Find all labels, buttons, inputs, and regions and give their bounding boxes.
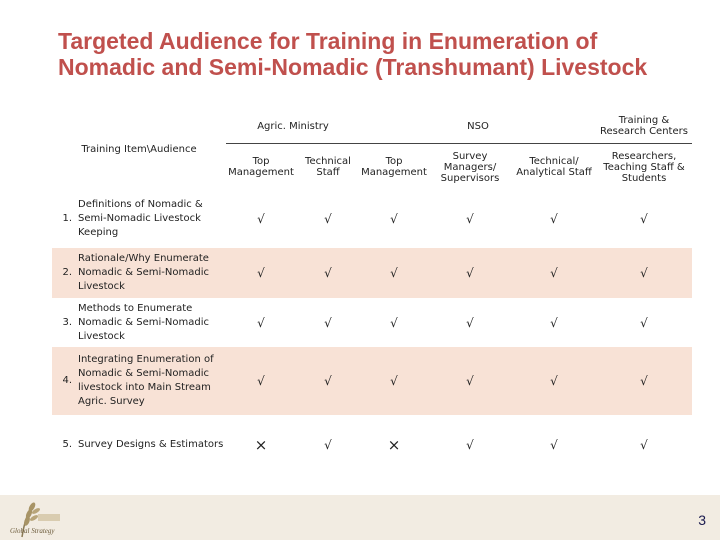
table-row <box>52 347 692 416</box>
row-number: 5. <box>62 438 72 450</box>
table-row <box>52 416 692 474</box>
column-header: Researchers, Teaching Staff & Students <box>596 144 692 191</box>
check-mark: √ <box>296 347 360 416</box>
training-item: Methods to Enumerate Nomadic & Semi-Nomadic Livestock <box>78 302 209 342</box>
check-mark: √ <box>296 248 360 299</box>
check-mark: √ <box>428 299 512 347</box>
check-mark: √ <box>596 191 692 248</box>
check-mark: √ <box>428 347 512 416</box>
check-mark: √ <box>226 347 296 416</box>
check-mark: √ <box>360 248 428 299</box>
group-agric-ministry: Agric. Ministry <box>226 109 360 144</box>
page-number: 3 <box>698 512 706 528</box>
table-row <box>52 248 692 299</box>
column-header: Top Management <box>226 144 296 191</box>
footer-bar <box>0 495 720 540</box>
group-nso: NSO <box>360 109 596 144</box>
column-header: Technical/ Analytical Staff <box>512 144 596 191</box>
group-training-centers: Training & Research Centers <box>596 109 692 144</box>
column-header: Top Management <box>360 144 428 191</box>
row-number: 4. <box>62 375 72 386</box>
check-mark: √ <box>596 299 692 347</box>
check-mark: √ <box>512 416 596 474</box>
check-mark: √ <box>428 191 512 248</box>
check-mark: √ <box>296 416 360 474</box>
check-mark: √ <box>428 248 512 299</box>
row-number: 1. <box>62 213 72 224</box>
training-item: Integrating Enumeration of Nomadic & Semi-Nomadic livestock into Main Stream Agric. Survey <box>78 354 214 407</box>
check-mark: √ <box>512 347 596 416</box>
logo-caption: Global Strategy <box>10 527 55 535</box>
check-mark: √ <box>596 248 692 299</box>
check-mark: √ <box>360 347 428 416</box>
check-mark: √ <box>296 299 360 347</box>
check-mark: √ <box>512 191 596 248</box>
table-row <box>52 299 692 347</box>
column-header: Survey Managers/ Supervisors <box>428 144 512 191</box>
check-mark: √ <box>296 191 360 248</box>
column-header: Technical Staff <box>296 144 360 191</box>
check-mark: √ <box>360 299 428 347</box>
row-number: 2. <box>62 267 72 278</box>
cross-mark: × <box>360 416 428 474</box>
check-mark: √ <box>360 191 428 248</box>
check-mark: √ <box>596 347 692 416</box>
training-item: Survey Designs & Estimators <box>78 438 224 450</box>
corner-header: Training Item\Audience <box>52 109 226 191</box>
check-mark: √ <box>226 191 296 248</box>
check-mark: √ <box>512 248 596 299</box>
audience-table <box>52 109 692 481</box>
training-item: Definitions of Nomadic & Semi-Nomadic Livestock Keeping <box>78 199 203 238</box>
training-item: Rationale/Why Enumerate Nomadic & Semi-Nomadic Livestock <box>78 253 209 292</box>
check-mark: √ <box>596 416 692 474</box>
cross-mark: × <box>226 416 296 474</box>
check-mark: √ <box>226 248 296 299</box>
check-mark: √ <box>226 299 296 347</box>
check-mark: √ <box>428 416 512 474</box>
check-mark: √ <box>512 299 596 347</box>
table-row <box>52 191 692 248</box>
slide-title: Targeted Audience for Training in Enumeration of Nomadic and Semi-Nomadic (Transhumant) Livestock <box>58 28 648 80</box>
row-number: 3. <box>62 316 72 328</box>
